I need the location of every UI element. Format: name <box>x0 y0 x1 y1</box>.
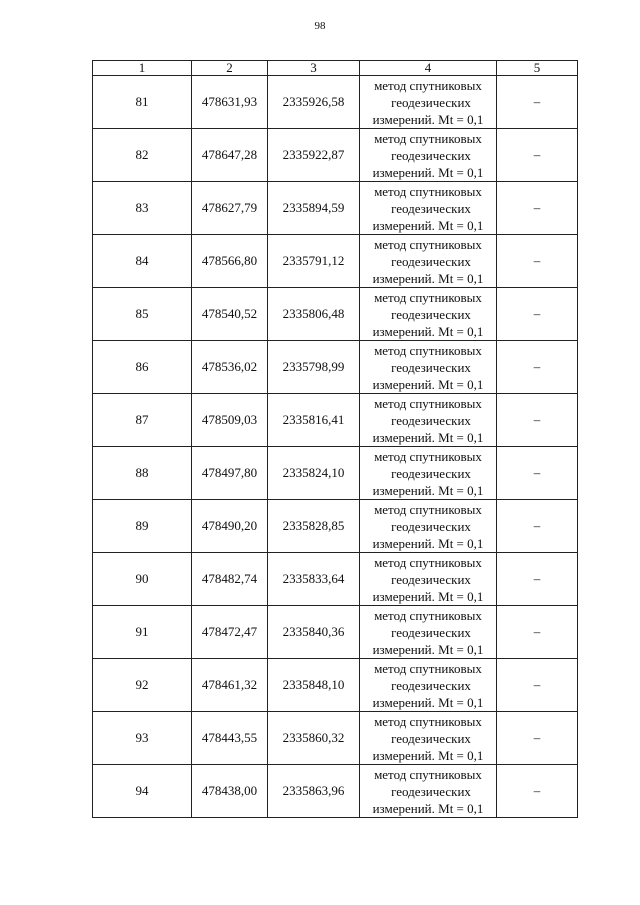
method-line: геодезических <box>391 94 471 110</box>
method-line: метод спутниковых <box>374 236 482 252</box>
y-coordinate-cell: 2335816,41 <box>268 394 360 447</box>
method-line: геодезических <box>391 306 471 322</box>
note-cell: – <box>497 500 578 553</box>
y-coordinate-cell: 2335926,58 <box>268 76 360 129</box>
method-line: геодезических <box>391 571 471 587</box>
method-cell <box>360 606 497 659</box>
table-row <box>93 447 578 500</box>
method-line: измерений. Mt = 0,1 <box>372 164 484 180</box>
note-cell: – <box>497 341 578 394</box>
method-line: метод спутниковых <box>374 766 482 782</box>
x-coordinate-cell: 478438,00 <box>192 765 268 818</box>
method-line: метод спутниковых <box>374 448 482 464</box>
y-coordinate-cell: 2335828,85 <box>268 500 360 553</box>
method-line: измерений. Mt = 0,1 <box>372 747 484 763</box>
header-col-1: 1 <box>93 61 192 76</box>
x-coordinate-cell: 478490,20 <box>192 500 268 553</box>
point-number-cell: 83 <box>93 182 192 235</box>
point-number-cell: 94 <box>93 765 192 818</box>
method-line: измерений. Mt = 0,1 <box>372 482 484 498</box>
method-cell <box>360 447 497 500</box>
y-coordinate-cell: 2335791,12 <box>268 235 360 288</box>
method-line: метод спутниковых <box>374 607 482 623</box>
note-cell: – <box>497 659 578 712</box>
note-cell: – <box>497 712 578 765</box>
point-number-cell: 87 <box>93 394 192 447</box>
method-cell <box>360 659 497 712</box>
method-line: измерений. Mt = 0,1 <box>372 800 484 816</box>
x-coordinate-cell: 478536,02 <box>192 341 268 394</box>
method-line: метод спутниковых <box>374 183 482 199</box>
method-cell <box>360 76 497 129</box>
table-body <box>93 76 578 818</box>
method-line: геодезических <box>391 624 471 640</box>
x-coordinate-cell: 478509,03 <box>192 394 268 447</box>
note-cell: – <box>497 288 578 341</box>
table-row <box>93 765 578 818</box>
y-coordinate-cell: 2335860,32 <box>268 712 360 765</box>
note-cell: – <box>497 182 578 235</box>
method-line: геодезических <box>391 359 471 375</box>
x-coordinate-cell: 478566,80 <box>192 235 268 288</box>
table-header-row <box>93 61 578 76</box>
method-cell <box>360 235 497 288</box>
y-coordinate-cell: 2335863,96 <box>268 765 360 818</box>
x-coordinate-cell: 478443,55 <box>192 712 268 765</box>
point-number-cell: 90 <box>93 553 192 606</box>
x-coordinate-cell: 478540,52 <box>192 288 268 341</box>
method-line: измерений. Mt = 0,1 <box>372 376 484 392</box>
method-line: метод спутниковых <box>374 501 482 517</box>
method-line: метод спутниковых <box>374 342 482 358</box>
header-col-4: 4 <box>360 61 497 76</box>
table-row <box>93 341 578 394</box>
method-cell <box>360 288 497 341</box>
method-line: измерений. Mt = 0,1 <box>372 429 484 445</box>
method-line: геодезических <box>391 783 471 799</box>
method-cell <box>360 553 497 606</box>
point-number-cell: 92 <box>93 659 192 712</box>
method-line: измерений. Mt = 0,1 <box>372 270 484 286</box>
method-line: метод спутниковых <box>374 130 482 146</box>
method-cell <box>360 341 497 394</box>
point-number-cell: 86 <box>93 341 192 394</box>
table-row <box>93 553 578 606</box>
method-line: геодезических <box>391 412 471 428</box>
note-cell: – <box>497 235 578 288</box>
header-col-2: 2 <box>192 61 268 76</box>
method-line: метод спутниковых <box>374 289 482 305</box>
method-line: измерений. Mt = 0,1 <box>372 694 484 710</box>
method-line: метод спутниковых <box>374 713 482 729</box>
method-line: метод спутниковых <box>374 660 482 676</box>
method-line: метод спутниковых <box>374 554 482 570</box>
note-cell: – <box>497 394 578 447</box>
x-coordinate-cell: 478631,93 <box>192 76 268 129</box>
y-coordinate-cell: 2335848,10 <box>268 659 360 712</box>
table-row <box>93 129 578 182</box>
method-line: геодезических <box>391 147 471 163</box>
point-number-cell: 81 <box>93 76 192 129</box>
point-number-cell: 93 <box>93 712 192 765</box>
point-number-cell: 84 <box>93 235 192 288</box>
x-coordinate-cell: 478497,80 <box>192 447 268 500</box>
method-line: геодезических <box>391 730 471 746</box>
table-row <box>93 659 578 712</box>
x-coordinate-cell: 478647,28 <box>192 129 268 182</box>
method-line: геодезических <box>391 518 471 534</box>
x-coordinate-cell: 478627,79 <box>192 182 268 235</box>
coordinates-table <box>92 60 578 818</box>
note-cell: – <box>497 129 578 182</box>
table-row <box>93 76 578 129</box>
y-coordinate-cell: 2335833,64 <box>268 553 360 606</box>
header-col-5: 5 <box>497 61 578 76</box>
table-row <box>93 182 578 235</box>
method-cell <box>360 765 497 818</box>
method-line: измерений. Mt = 0,1 <box>372 588 484 604</box>
point-number-cell: 89 <box>93 500 192 553</box>
y-coordinate-cell: 2335922,87 <box>268 129 360 182</box>
method-cell <box>360 182 497 235</box>
point-number-cell: 88 <box>93 447 192 500</box>
note-cell: – <box>497 553 578 606</box>
note-cell: – <box>497 606 578 659</box>
method-line: измерений. Mt = 0,1 <box>372 111 484 127</box>
note-cell: – <box>497 76 578 129</box>
table-row <box>93 500 578 553</box>
method-cell <box>360 500 497 553</box>
page-number: 98 <box>314 20 326 32</box>
method-line: измерений. Mt = 0,1 <box>372 323 484 339</box>
method-cell <box>360 394 497 447</box>
table-row <box>93 235 578 288</box>
table-row <box>93 394 578 447</box>
method-line: геодезических <box>391 200 471 216</box>
note-cell: – <box>497 765 578 818</box>
x-coordinate-cell: 478472,47 <box>192 606 268 659</box>
method-line: геодезических <box>391 677 471 693</box>
method-line: метод спутниковых <box>374 395 482 411</box>
y-coordinate-cell: 2335798,99 <box>268 341 360 394</box>
point-number-cell: 82 <box>93 129 192 182</box>
method-line: измерений. Mt = 0,1 <box>372 535 484 551</box>
note-cell: – <box>497 447 578 500</box>
method-line: геодезических <box>391 465 471 481</box>
y-coordinate-cell: 2335806,48 <box>268 288 360 341</box>
x-coordinate-cell: 478461,32 <box>192 659 268 712</box>
method-line: метод спутниковых <box>374 77 482 93</box>
method-line: измерений. Mt = 0,1 <box>372 641 484 657</box>
method-cell <box>360 712 497 765</box>
method-line: геодезических <box>391 253 471 269</box>
table-row <box>93 288 578 341</box>
y-coordinate-cell: 2335824,10 <box>268 447 360 500</box>
header-col-3: 3 <box>268 61 360 76</box>
method-line: измерений. Mt = 0,1 <box>372 217 484 233</box>
y-coordinate-cell: 2335840,36 <box>268 606 360 659</box>
y-coordinate-cell: 2335894,59 <box>268 182 360 235</box>
table-row <box>93 712 578 765</box>
point-number-cell: 85 <box>93 288 192 341</box>
method-cell <box>360 129 497 182</box>
table-row <box>93 606 578 659</box>
x-coordinate-cell: 478482,74 <box>192 553 268 606</box>
point-number-cell: 91 <box>93 606 192 659</box>
